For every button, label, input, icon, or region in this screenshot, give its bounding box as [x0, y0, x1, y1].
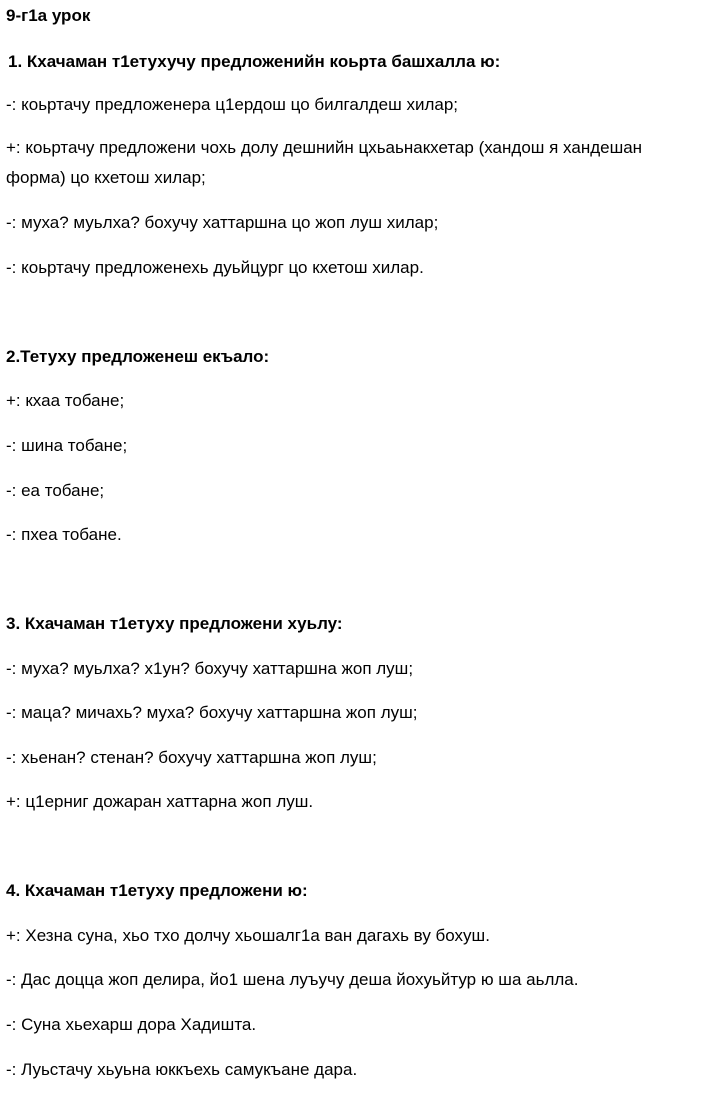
question-4-heading: 4. Кхачаман т1етуху предложени ю:	[6, 881, 308, 900]
question-2-option-2: -: шина тобане;	[6, 436, 128, 455]
question-4-option-1: +: Хезна суна, хьо тхо долчу хьошалг1а ван дагахь ву бохуш.	[6, 926, 490, 945]
question-3-option-1: -: муха? муьлха? х1ун? бохучу хаттаршна жоп луш;	[6, 659, 414, 678]
question-1-option-3: -: муха? муьлха? бохучу хаттаршна цо жоп луш хилар;	[6, 213, 439, 232]
lesson-title: 9-г1а урок	[6, 6, 91, 25]
question-3-option-4: +: ц1ерниг дожаран хаттарна жоп луш.	[6, 792, 314, 811]
question-1-option-4: -: коьртачу предложенехь дуьйцург цо кхетош хилар.	[6, 258, 424, 277]
question-4-option-4: -: Луьстачу хьуьна юккъехь самукъане дара.	[6, 1060, 358, 1079]
question-3-option-2: -: маца? мичахь? муха? бохучу хаттаршна жоп луш;	[6, 703, 418, 722]
question-2-option-1: +: кхаа тобане;	[6, 391, 125, 410]
question-4-option-2: -: Дас доцца жоп делира, йо1 шена луъучу деша йохуьйтур ю ша аьлла.	[6, 970, 579, 989]
question-2-option-4: -: пхеа тобане.	[6, 525, 122, 544]
question-1-option-1: -: коьртачу предложенера ц1ердош цо билгалдеш хилар;	[6, 95, 459, 114]
question-4-option-3: -: Суна хьехарш дора Хадишта.	[6, 1015, 257, 1034]
question-1-option-2: +: коьртачу предложени чохь долу дешнийн цхьаьнакхетар (хандош я хандешан форма) цо кхетош хилар;	[6, 138, 643, 187]
question-3-option-3: -: хьенан? стенан? бохучу хаттаршна жоп луш;	[6, 748, 377, 767]
question-1-heading: 1. Кхачаман т1етухучу предложенийн коьрта башхалла ю:	[8, 52, 501, 71]
question-3-heading: 3. Кхачаман т1етуху предложени хуьлу:	[6, 614, 343, 633]
question-2-heading: 2.Тетуху предложенеш екъало:	[6, 347, 270, 366]
question-2-option-3: -: еа тобане;	[6, 481, 105, 500]
